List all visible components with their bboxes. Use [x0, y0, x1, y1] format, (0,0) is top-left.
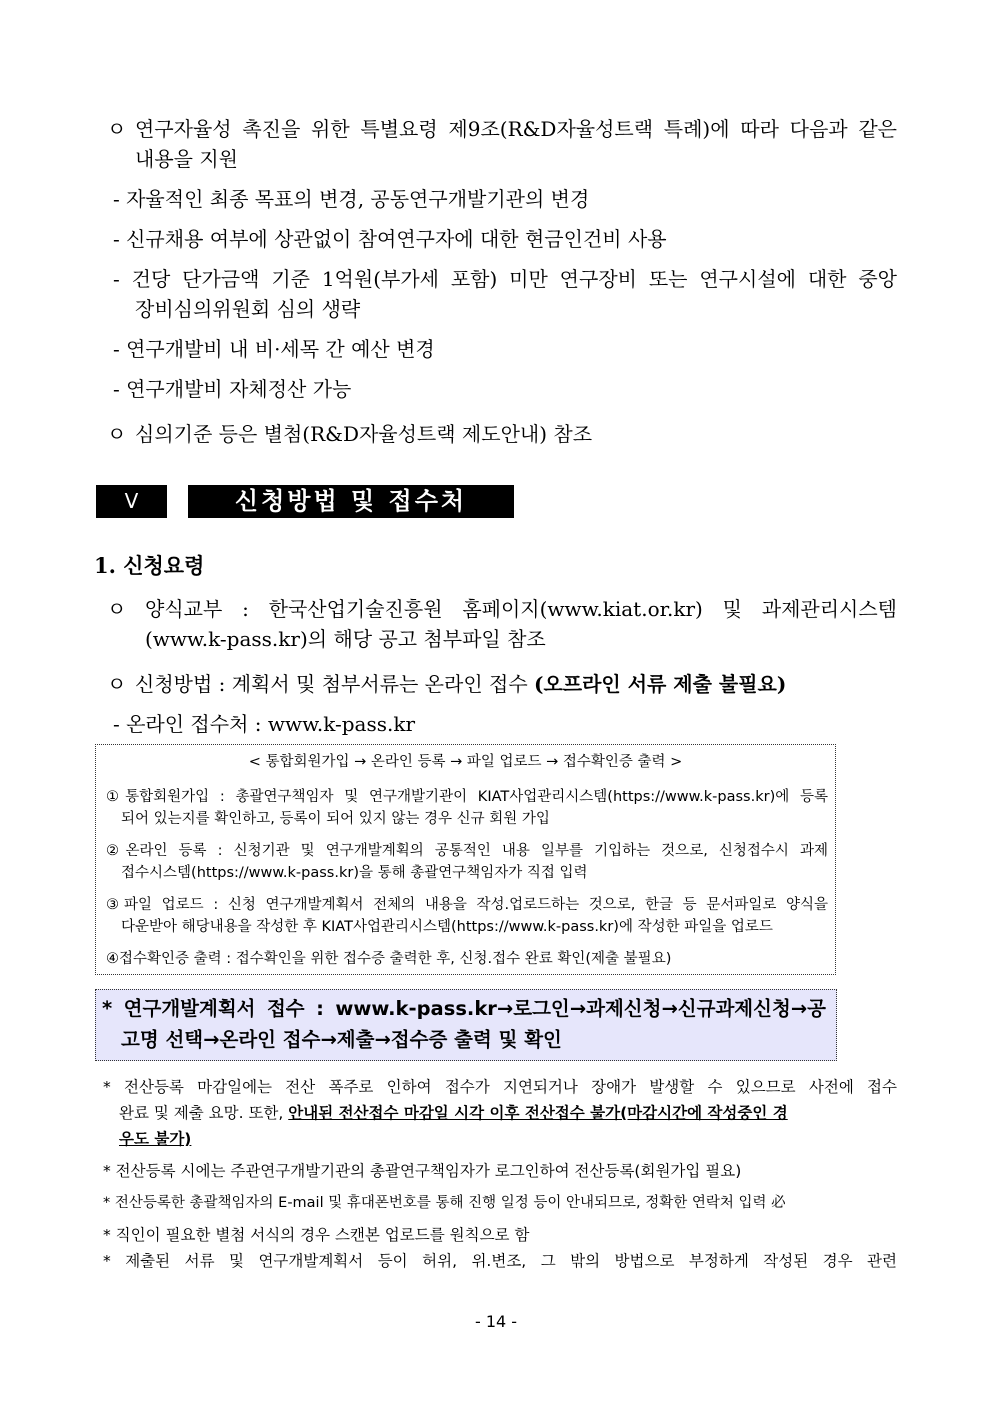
- intro-bullet-1: ㅇ: [107, 117, 127, 141]
- page-number: - 14 -: [474, 1312, 518, 1331]
- process-step-2-line-2: 접수시스템(https://www.k-pass.kr)을 통해 총괄연구책임자가 직접 입력: [121, 865, 588, 881]
- note-1-emphasis: 안내된 전산접수 마감일 시각 이후 전산접수 불가(마감시간에 작성중인 경: [288, 1104, 788, 1122]
- note-1-line-1: * 전산등록 마감일에는 전산 폭주로 인하여 접수가 지연되거나 장애가 발생할 수 있으므로 사전에 접수: [103, 1078, 897, 1096]
- process-step-2-line-1: ②온라인 등록 : 신청기관 및 연구개발계획의 공통적인 내용 일부를 기입하는 것으로, 신청접수시 과제: [106, 843, 828, 859]
- process-step-3-line-2: 다운받아 해당내용을 작성한 후 KIAT사업관리시스템(https://www.k-pass.kr)에 작성한 파일을 업로드: [121, 919, 773, 935]
- intro-dash-3-line-1: - 건당 단가금액 기준 1억원(부가세 포함) 미만 연구장비 또는 연구시설에 대한 중앙: [113, 267, 897, 291]
- application-method-text: 신청방법 : 계획서 및 첨부서류는 온라인 접수: [135, 672, 534, 696]
- section-number: Ⅴ: [96, 485, 167, 518]
- process-step-4: ④접수확인증 출력 : 접수확인을 위한 접수증 출력한 후, 신청.접수 완료 확인(제출 불필요): [106, 951, 672, 967]
- intro-dash-2: - 신규채용 여부에 상관없이 참여연구자에 대한 현금인건비 사용: [113, 227, 667, 251]
- subsection-title: 1. 신청요령: [94, 553, 205, 578]
- application-method: [135, 670, 786, 698]
- note-5: * 제출된 서류 및 연구개발계획서 등이 허위, 위.변조, 그 밖의 방법으로 부정하게 작성된 경우 관련: [103, 1252, 897, 1270]
- intro-paragraph-1-line-1: 연구자율성 촉진을 위한 특별요령 제9조(R&D자율성트랙 특례)에 따라 다음과 같은: [135, 117, 897, 141]
- process-box-header: < 통합회원가입 → 온라인 등록 → 파일 업로드 → 접수확인증 출력 >: [248, 754, 683, 770]
- process-step-1-line-1: ①통합회원가입 : 총괄연구책임자 및 연구개발기관이 KIAT사업관리시스템(https://www.k-pass.kr)에 등록: [106, 789, 828, 805]
- note-3: * 전산등록한 총괄책임자의 E-mail 및 휴대폰번호를 통해 진행 일정 등이 안내되므로, 정확한 연락처 입력 必: [103, 1195, 786, 1211]
- section-title: 신청방법 및 접수처: [188, 485, 514, 518]
- intro-dash-1: - 자율적인 최종 목표의 변경, 공동연구개발기관의 변경: [113, 187, 590, 211]
- intro-dash-5: - 연구개발비 자체정산 가능: [113, 377, 352, 401]
- intro-paragraph-1-line-2: 내용을 지원: [135, 147, 238, 171]
- form-distribution-line-2: (www.k-pass.kr)의 해당 공고 첨부파일 참조: [145, 627, 546, 651]
- submission-path-box: [95, 989, 837, 1061]
- process-step-3-line-1: ③파일 업로드 : 신청 연구개발계획서 전체의 내용을 작성.업로드하는 것으로, 한글 등 문서파일로 양식을: [106, 897, 828, 913]
- form-distribution-line-1: 양식교부 : 한국산업기술진흥원 홈페이지(www.kiat.or.kr) 및 과제관리시스템: [145, 597, 897, 621]
- application-method-emphasis: (오프라인 서류 제출 불필요): [534, 672, 787, 696]
- note-1-line-2: [119, 1101, 788, 1125]
- process-step-1-line-2: 되어 있는지를 확인하고, 등록이 되어 있지 않는 경우 신규 회원 가입: [121, 811, 550, 827]
- online-reception-label: - 온라인 접수처 :: [113, 712, 268, 736]
- process-box: [95, 744, 836, 975]
- intro-dash-4: - 연구개발비 내 비·세목 간 예산 변경: [113, 337, 435, 361]
- online-reception: [113, 710, 415, 738]
- note-1-text: 완료 및 제출 요망. 또한,: [119, 1104, 289, 1122]
- submission-path-line-1: * 연구개발계획서 접수 : www.k-pass.kr→로그인→과제신청→신규과제신청→공: [102, 997, 826, 1020]
- note-4: * 직인이 필요한 별첨 서식의 경우 스캔본 업로드를 원칙으로 함: [103, 1226, 530, 1244]
- online-reception-url[interactable]: www.k-pass.kr: [267, 712, 416, 736]
- submission-path-line-2: 고명 선택→온라인 접수→제출→접수증 출력 및 확인: [121, 1028, 562, 1051]
- method-bullet: ㅇ: [107, 672, 127, 696]
- form-bullet: ㅇ: [107, 597, 127, 621]
- intro-paragraph-2: 심의기준 등은 별첨(R&D자율성트랙 제도안내) 참조: [135, 422, 593, 446]
- intro-dash-3-line-2: 장비심의위원회 심의 생략: [135, 297, 361, 321]
- note-1-line-3: 우도 불가): [119, 1130, 192, 1148]
- note-2: * 전산등록 시에는 주관연구개발기관의 총괄연구책임자가 로그인하여 전산등록(회원가입 필요): [103, 1162, 742, 1180]
- intro-bullet-2: ㅇ: [107, 422, 127, 446]
